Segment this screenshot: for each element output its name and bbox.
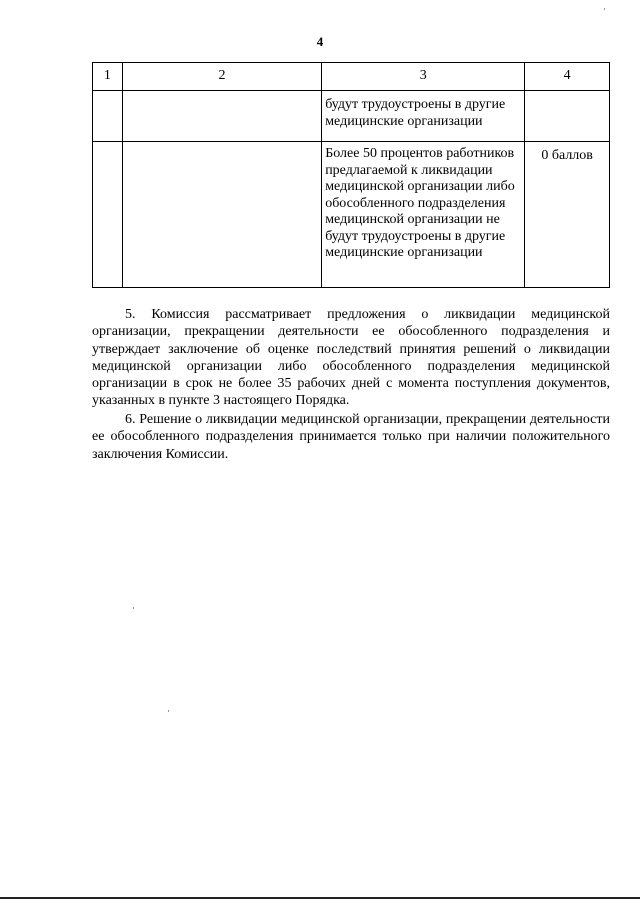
table-cell-score — [525, 91, 610, 142]
table-header-row — [93, 63, 610, 91]
table-header-cell: 4 — [525, 63, 610, 91]
page-number: 4 — [316, 34, 324, 49]
table-header-cell: 2 — [122, 63, 321, 91]
table-cell-criterion: Более 50 процентов работников предлагаемой к ликвидации медицинской организации либо обособленного подразделения медицинской организации не будут трудоустроены в другие медицинские организации — [322, 142, 525, 288]
table-cell-criterion: будут трудоустроены в другие медицинские организации — [322, 91, 525, 142]
table-header-cell: 3 — [322, 63, 525, 91]
scan-edge-line — [0, 897, 640, 899]
paragraph-6: 6. Решение о ликвидации медицинской организации, прекращении деятельности ее обособленного подразделения принимается только при наличии положительного заключения Комиссии. — [92, 412, 610, 462]
table-cell — [93, 91, 123, 142]
table-cell-score: 0 баллов — [525, 142, 610, 288]
table-cell — [122, 91, 321, 142]
paragraph-5: 5. Комиссия рассматривает предложения о ликвидации медицинской организации, прекращении деятельности ее обособленного подразделения и утверждает заключение об оценке последствий принятия решений о ликвидации медицинской организации либо обособленного подразделения медицинской организации в срок не более 35 рабочих дней с момента поступления документов, указанных в пункте 3 настоящего Порядка. — [92, 307, 610, 409]
table-cell — [93, 142, 123, 288]
scan-speck — [168, 710, 169, 712]
criteria-table — [92, 62, 610, 288]
table-row — [93, 142, 610, 288]
table-row — [93, 91, 610, 142]
table-header-cell: 1 — [93, 63, 123, 91]
table-cell — [122, 142, 321, 288]
scan-speck — [133, 607, 134, 609]
scan-speck — [604, 8, 605, 10]
